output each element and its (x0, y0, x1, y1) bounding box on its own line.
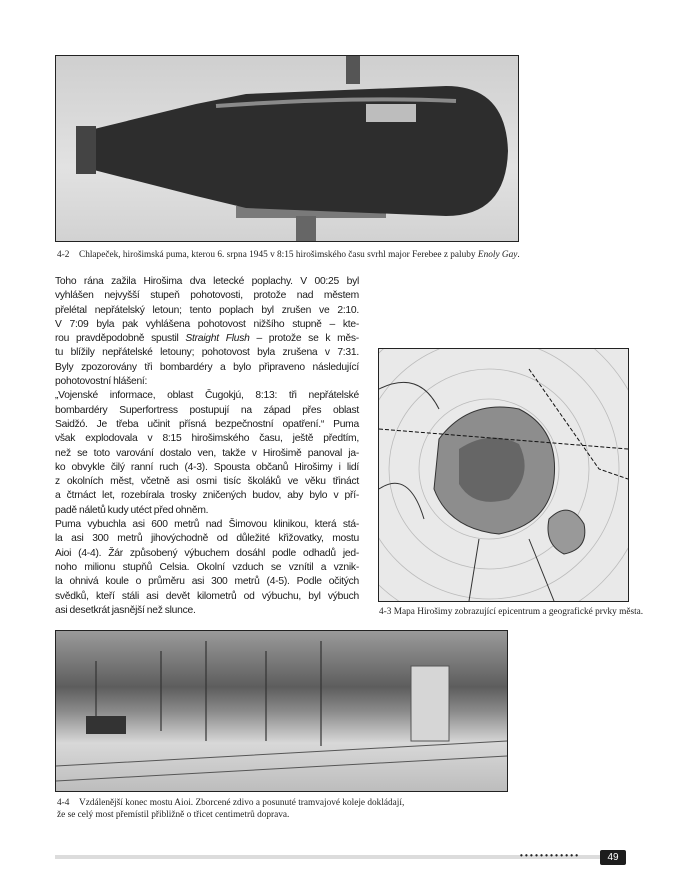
footer-dots: • • • • • • • • • • • • (520, 851, 579, 860)
text-line: padě náletů kudy utéct před ohněm. (55, 504, 209, 516)
figure-caption-4-3 (379, 606, 643, 618)
caption-text: Mapa Hirošimy zobrazující epicentrum a geografické prvky města. (393, 607, 644, 617)
text-line: la ohnivá koule o průměru asi 300 metrů (4-5). Podle očitých (55, 576, 359, 588)
text-line: rou pravděpodobně spustil Straight Flush – protože se k měs- (55, 333, 359, 345)
text-line: tu blížily nepřátelské letouny; pohotovost byla zrušena v 7:31. (55, 347, 359, 359)
caption-text-line2: že se celý most přemístil přibližně o třicet centimetrů doprava. (57, 810, 290, 820)
caption-italic: Enoly Gay (477, 250, 518, 260)
text-line: z okolních měst, včetně asi osmi tisíc školáků ve věku třináct (55, 476, 359, 488)
text-line: než se toto varování dostalo ven, takže v Hirošimě panoval ja- (55, 447, 359, 459)
text-line: vyhlášen nejvyšší stupeň pohotovosti, protože nad městem (55, 290, 359, 302)
text-line: la asi 300 metrů jihovýchodně od důležité křižovatky, mostu (55, 533, 359, 545)
text-line: a čtrnáct let, rozebírala trosky zničených budov, aby bylo v pří- (55, 490, 359, 502)
text-line: V 7:09 byla pak vyhlášena pohotovost nižšího stupně – kte- (55, 318, 359, 330)
text-line: pohotovostní hlášení: (55, 376, 148, 388)
figure-number: 4-2 (57, 250, 70, 260)
text-line: Toho rána zažila Hirošima dva letecké poplachy. V 00:25 byl (55, 276, 359, 287)
footer-rule (55, 855, 600, 859)
text-line: asi desetkrát jasnější než slunce. (55, 604, 196, 616)
text-line: ko obvykle čilý ranní ruch (4-3). Spousta občanů Hirošimy i lidí (55, 461, 359, 473)
text-line: Saidžó. Je třeba učinit přísná bezpečnostní opatření.“ Puma (55, 418, 359, 430)
text-line: však explodovala v 8:15 hirošimského času, ještě předtím, (55, 433, 359, 445)
photo-little-boy-bomb (55, 55, 519, 242)
photo-aioi-bridge (55, 630, 508, 792)
caption-text-line1: Vzdálenější konec mostu Aioi. Zborcené zdivo a posunuté tramvajové koleje dokládají, (79, 798, 405, 808)
bridge-ruins-illustration (56, 631, 507, 791)
text-line: Aioi (4-4). Žár způsobený výbuchem dosáhl podle odhadů jed- (55, 547, 359, 559)
text-line: noho milionu stupňů Celsia. Okolní vzduch se vznítil a vznik- (55, 561, 359, 573)
map-hiroshima (378, 348, 629, 602)
text-line: přelétal nepřátelský letoun; tento poplach byl zrušen ve 2:10. (55, 304, 359, 316)
figure-caption-4-4 (57, 797, 404, 821)
figure-caption-4-2 (57, 249, 520, 261)
map-illustration (379, 349, 628, 601)
body-text (55, 275, 359, 618)
text-line: „Vojenské informace, oblast Čugokjú, 8:13: tři nepřátelské (55, 390, 359, 402)
caption-end: . (517, 250, 520, 260)
text-line: svědků, kteří stáli asi devět kilometrů od výbuchu, byl výbuch (55, 590, 359, 602)
text-line: bombardéry Superfortress postupují na západ přes oblast (55, 404, 359, 416)
figure-number: 4-4 (57, 798, 70, 808)
figure-number: 4-3 (379, 607, 392, 617)
caption-text: Chlapeček, hirošimská puma, kterou 6. srpna 1945 v 8:15 hirošimského času svrhl major Ferebee z paluby (79, 250, 478, 260)
page-number: 49 (600, 850, 626, 865)
bomb-illustration (56, 56, 518, 241)
text-line: Byly zpozorovány tři bombardéry a bylo připraveno následující (55, 361, 359, 373)
text-line: Puma vybuchla asi 600 metrů nad Šimovou klinikou, která stá- (55, 519, 359, 531)
